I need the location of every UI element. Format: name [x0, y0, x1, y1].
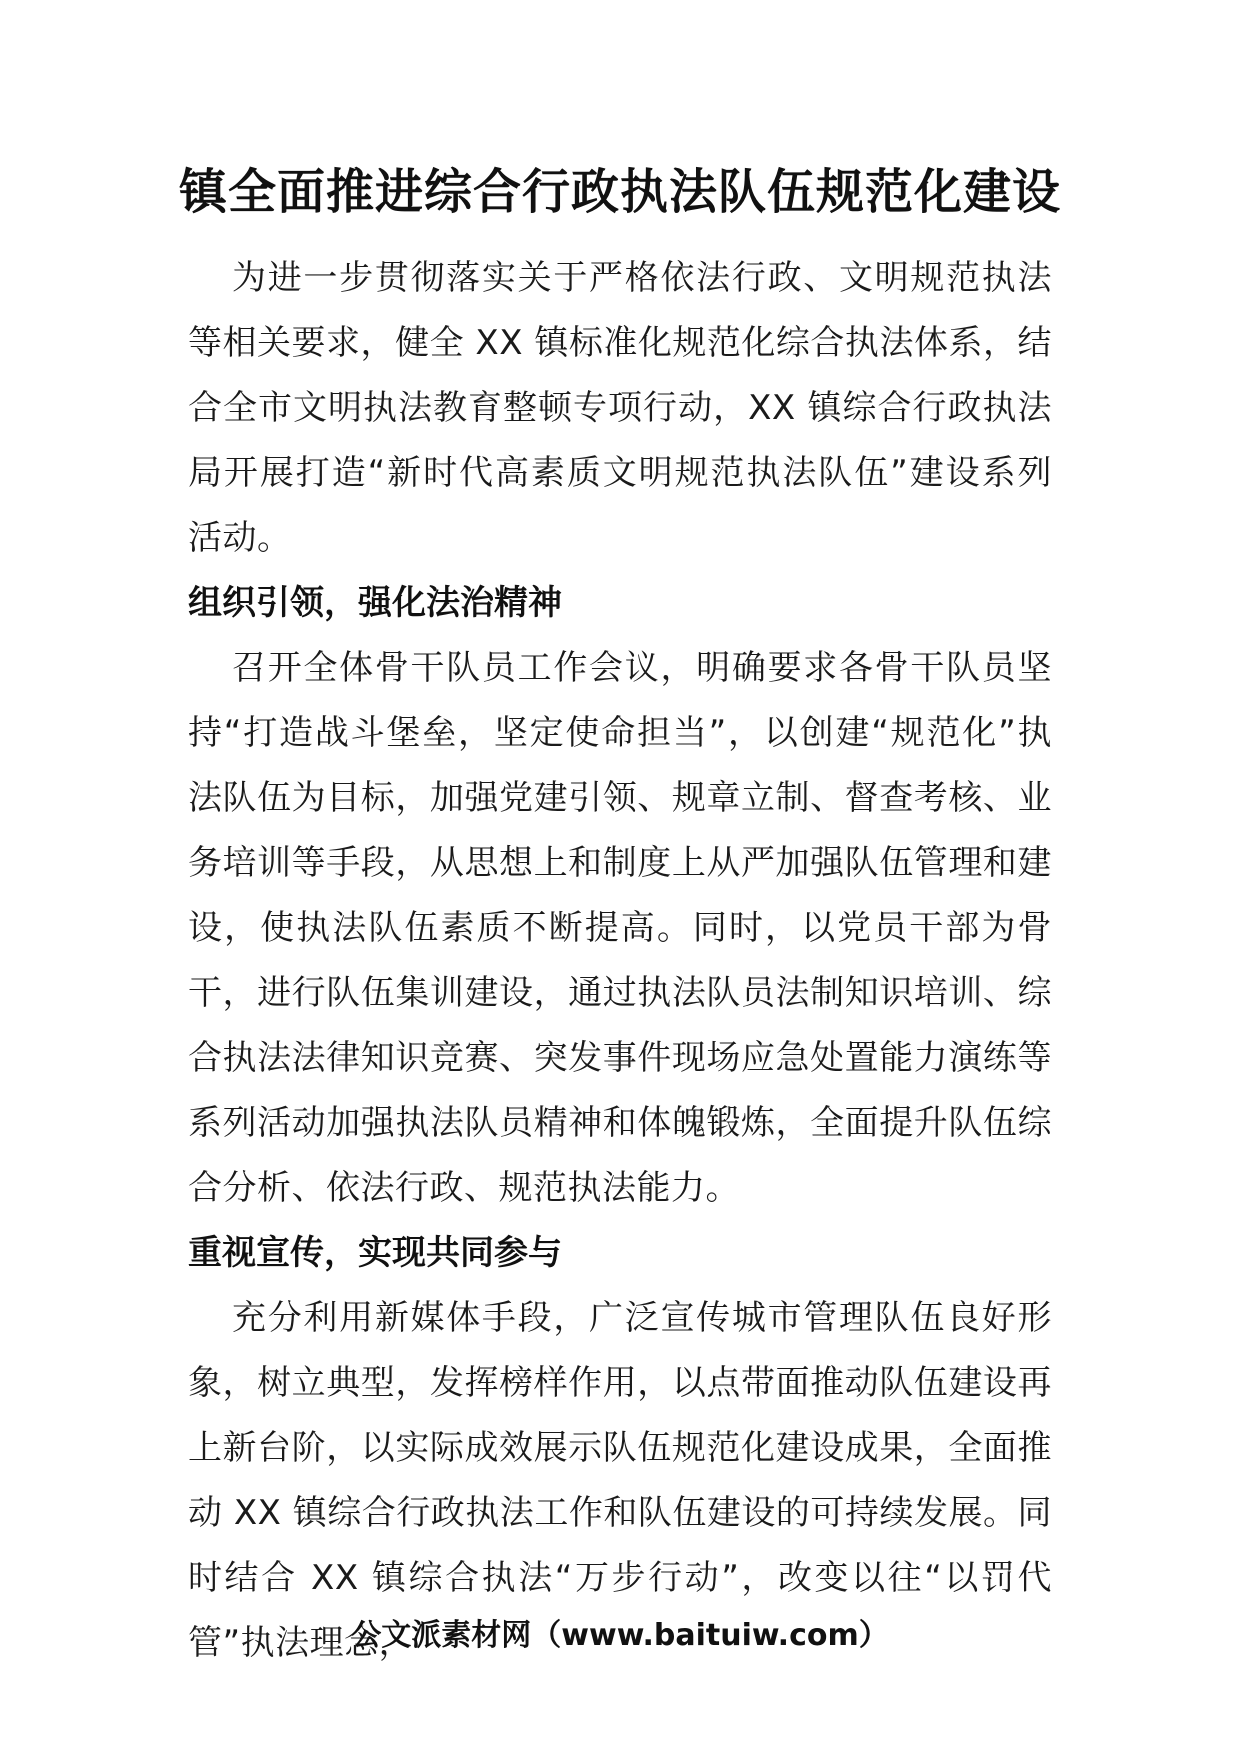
footer-watermark: 公文派素材网（www.baituiw.com） [351, 1618, 889, 1653]
section-heading-organization: 组织引领，强化法治精神 [188, 583, 562, 623]
document-title: 镇全面推进综合行政执法队伍规范化建设 [178, 164, 1061, 220]
section-paragraph-publicity: 充分利用新媒体手段，广泛宣传城市管理队伍良好形象，树立典型，发挥榜样作用，以点带面推动队伍建设再上新台阶，以实际成效展示队伍规范化建设成果，全面推动 XX 镇综合行政执法工作和队伍建设的可持续发展。同时结合 XX 镇综合执法“万步行动”，改变以往“以罚代管”执法理念， [188, 1298, 1052, 1663]
document-body [188, 246, 1052, 1676]
intro-paragraph: 为进一步贯彻落实关于严格依法行政、文明规范执法等相关要求，健全 XX 镇标准化规范化综合执法体系，结合全市文明执法教育整顿专项行动，XX 镇综合行政执法局开展打造“新时代高素质文明规范执法队伍”建设系列活动。 [188, 258, 1052, 558]
section-paragraph-organization: 召开全体骨干队员工作会议，明确要求各骨干队员坚持“打造战斗堡垒，坚定使命担当”，以创建“规范化”执法队伍为目标，加强党建引领、规章立制、督查考核、业务培训等手段，从思想上和制度上从严加强队伍管理和建设，使执法队伍素质不断提高。同时，以党员干部为骨干，进行队伍集训建设，通过执法队员法制知识培训、综合执法法律知识竞赛、突发事件现场应急处置能力演练等系列活动加强执法队员精神和体魄锻炼，全面提升队伍综合分析、依法行政、规范执法能力。 [188, 648, 1052, 1208]
section-heading-publicity: 重视宣传，实现共同参与 [188, 1233, 562, 1273]
